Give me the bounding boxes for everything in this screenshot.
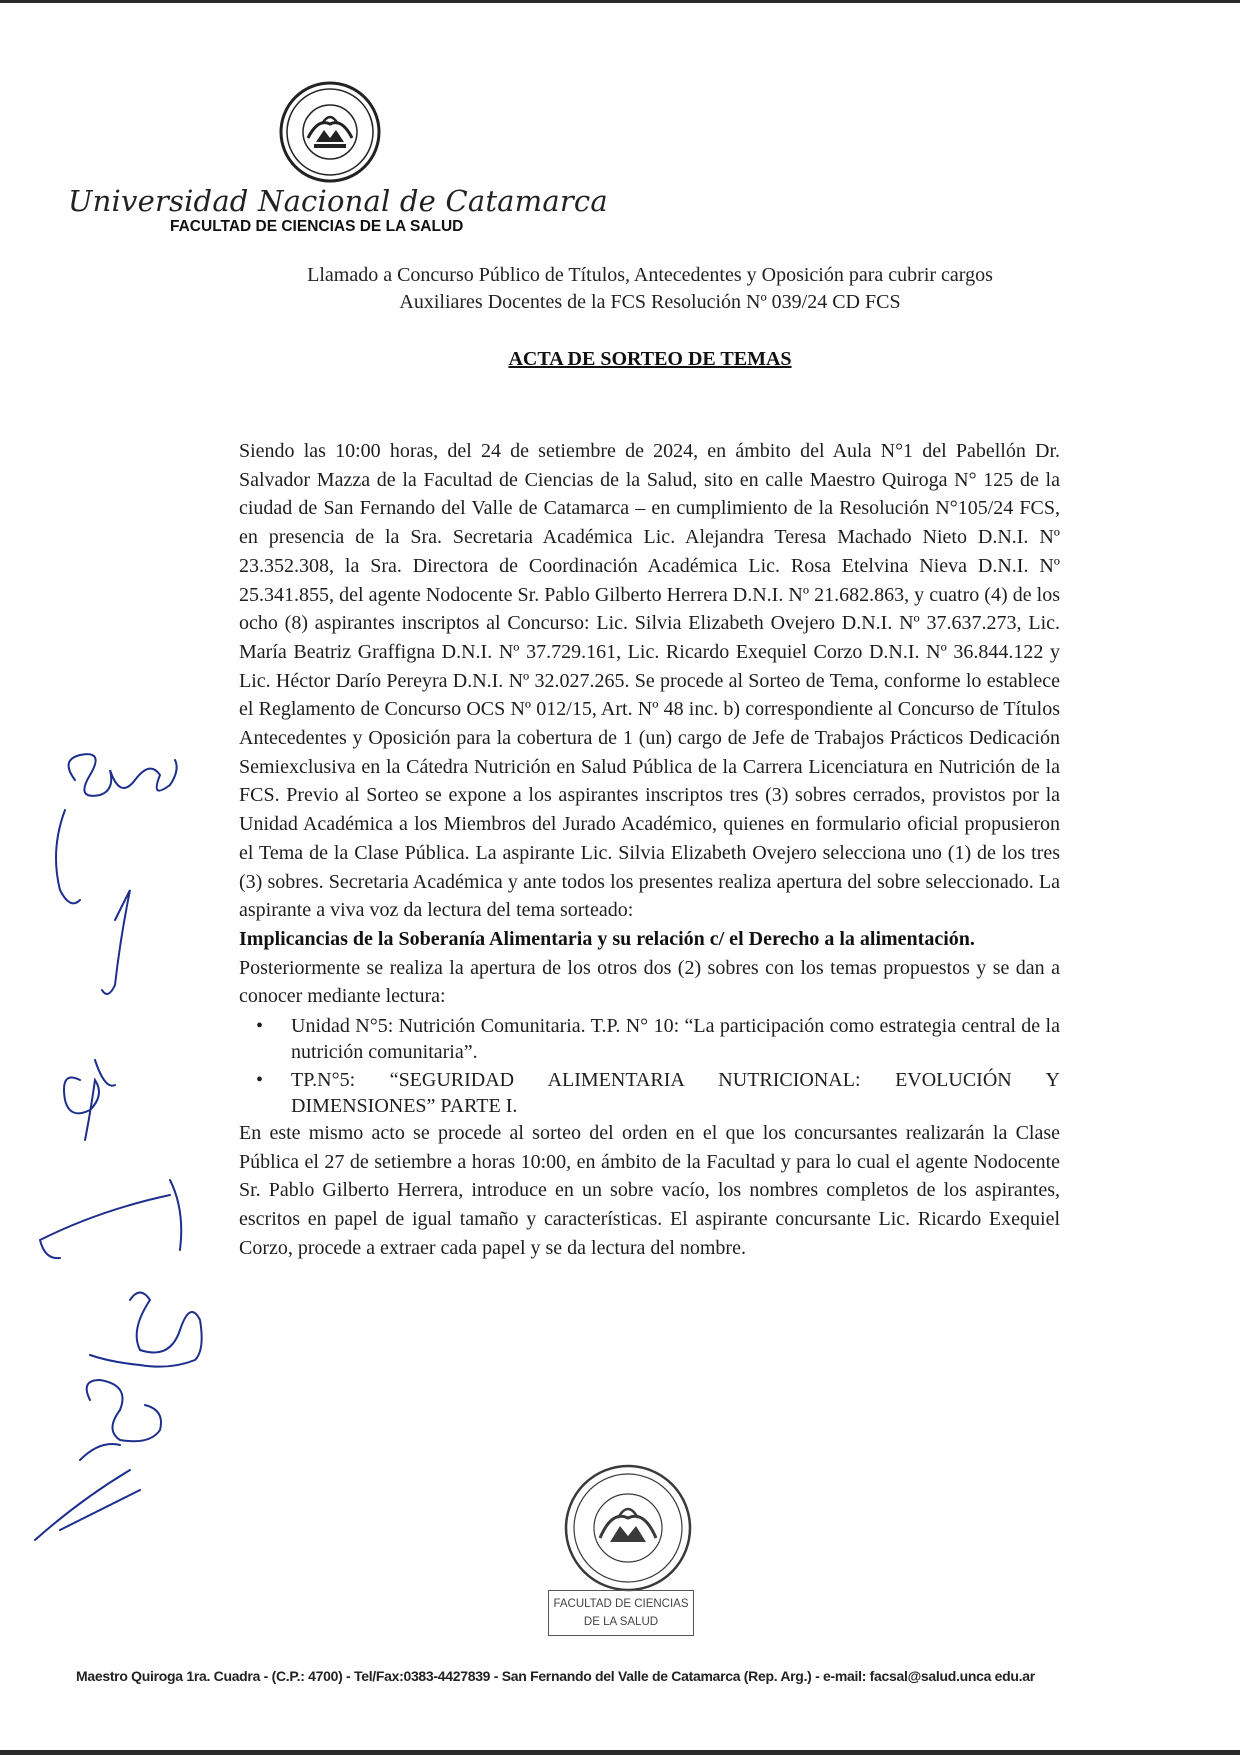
drawn-topic: Implicancias de la Soberanía Alimentaria y su relación c/ el Derecho a la alimentación.	[239, 927, 975, 950]
paragraph-2: Posteriormente se realiza la apertura de los otros dos (2) sobres con los temas propuestos y se dan a conocer mediante lectura:	[239, 956, 1060, 1008]
stamp-line-1: FACULTAD DE CIENCIAS	[553, 1598, 689, 1610]
signature-6	[80, 1380, 161, 1460]
signature-5	[90, 1293, 202, 1367]
list-item	[239, 1013, 1060, 1065]
signature-2	[102, 890, 130, 994]
signature-1-tail	[56, 810, 80, 903]
paragraph-1: Siendo las 10:00 horas, del 24 de setiembre de 2024, en ámbito del Aula N°1 del Pabellón Dr. Salvador Mazza de la Facultad de Ciencias de la Salud, sito en calle Maestro Quiroga N° 125 de la ciudad de San Fernando del Valle de Catamarca – en cumplimiento de la Resolución N°105/24 FCS, en presencia de la Sra. Secretaria Académica Lic. Alejandra Teresa Machado Nieto D.N.I. Nº 23.352.308, la Sra. Directora de Coordinación Académica Lic. Rosa Etelvina Nieva D.N.I. Nº 25.341.855, del agente Nodocente Sr. Pablo Gilberto Herrera D.N.I. Nº 21.682.863, y cuatro (4) de los ocho (8) aspirantes inscriptos al Concurso: Lic. Silvia Elizabeth Ovejero D.N.I. Nº 37.637.273, Lic. María Beatriz Graffigna D.N.I. Nº 37.729.161, Lic. Ricardo Exequiel Corzo D.N.I. Nº 36.844.122 y Lic. Héctor Darío Pereyra D.N.I. Nº 32.027.265. Se procede al Sorteo de Tema, conforme lo establece el Reglamento de Concurso OCS Nº 012/15, Art. Nº 48 inc. b) correspondiente al Concurso de Títulos Antecedentes y Oposición para la cobertura de 1 (un) cargo de Jefe de Trabajos Prácticos Dedicación Semiexclusiva en la Cátedra Nutrición en Salud Pública de la Carrera Licenciatura en Nutrición de la FCS. Previo al Sorteo se expone a los aspirantes inscriptos tres (3) sobres cerrados, provistos por la Unidad Académica a los Miembros del Jurado Académico, quienes en formulario oficial propusieron el Tema de la Clase Pública. La aspirante Lic. Silvia Elizabeth Ovejero selecciona uno (1) de los tres (3) sobres. Secretaria Académica y ante todos los presentes realiza apertura del sobre seleccionado. La aspirante a viva voz da lectura del tema sorteado:	[239, 440, 1060, 922]
university-name: Universidad Nacional de Catamarca	[68, 184, 608, 218]
signature-3	[64, 1060, 115, 1140]
footer-contact: Maestro Quiroga 1ra. Cuadra - (C.P.: 4700) - Tel/Fax:0383-4427839 - San Fernando del Valle de Catamarca (Rep. Arg.) - e-mail: facsal@salud.unca edu.ar	[76, 1668, 1035, 1684]
document-title: ACTA DE SORTEO DE TEMAS	[508, 348, 792, 370]
stamp-line-2: DE LA SALUD	[583, 1616, 659, 1628]
handwritten-signatures	[20, 740, 250, 1600]
other-topics-list	[239, 1013, 1060, 1119]
university-seal-icon	[278, 80, 382, 184]
signature-1	[69, 754, 177, 796]
call-header	[240, 262, 1060, 316]
bullet-icon: •	[256, 1015, 264, 1038]
list-item	[239, 1067, 1060, 1119]
list-item-text: Unidad N°5: Nutrición Comunitaria. T.P. N° 10: “La participación como estrategia central de la nutrición comunitaria”.	[291, 1015, 1060, 1064]
faculty-name: FACULTAD DE CIENCIAS DE LA SALUD	[170, 218, 464, 235]
call-line-2: Auxiliares Docentes de la FCS Resolución Nº 039/24 CD FCS	[399, 291, 901, 313]
bullet-icon: •	[256, 1069, 264, 1092]
list-item-text: TP.N°5: “SEGURIDAD ALIMENTARIA NUTRICIONAL: EVOLUCIÓN Y DIMENSIONES” PARTE I.	[291, 1069, 1060, 1118]
paragraph-3: En este mismo acto se procede al sorteo del orden en el que los concursantes realizarán la Clase Pública el 27 de setiembre a horas 10:00, en ámbito de la Facultad y para lo cual el agente Nodocente Sr. Pablo Gilberto Herrera, introduce en un sobre vacío, los nombres completos de los aspirantes, escritos en papel de igual tamaño y características. El aspirante concursante Lic. Ricardo Exequiel Corzo, procede a extraer cada papel y se da lectura del nombre.	[239, 1122, 1060, 1259]
scan-edge-top	[0, 0, 1240, 3]
signature-4	[40, 1180, 181, 1258]
scan-edge-bottom	[0, 1750, 1240, 1755]
call-line-1: Llamado a Concurso Público de Títulos, Antecedentes y Oposición para cubrir cargos	[307, 264, 993, 286]
faculty-stamp	[548, 1590, 694, 1636]
signature-7	[35, 1470, 140, 1540]
document-body	[239, 437, 1060, 1263]
faculty-seal-icon	[560, 1460, 696, 1596]
